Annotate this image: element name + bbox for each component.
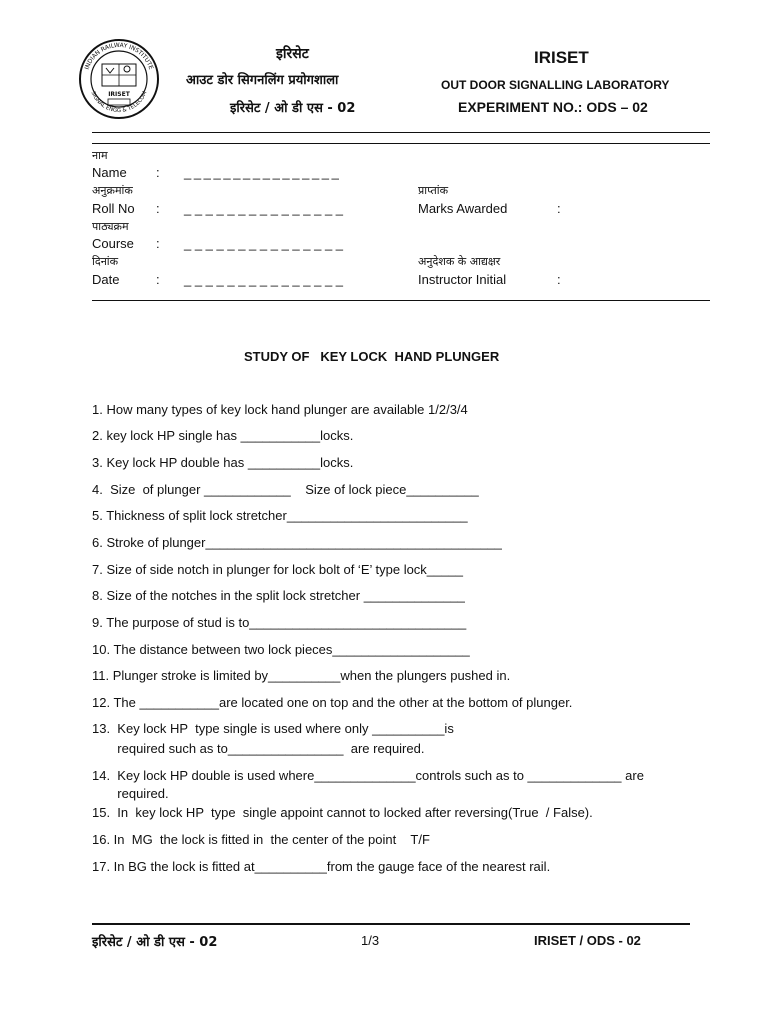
hindi-lab-name: आउट डोर सिगनलिंग प्रयोगशाला bbox=[186, 73, 339, 88]
question-2: 2. key lock HP single has ___________locks. bbox=[92, 428, 354, 443]
instructor-label: Instructor Initial bbox=[418, 272, 507, 287]
question-15: 15. In key lock HP type single appoint cannot to locked after reversing(True / False). bbox=[92, 805, 593, 820]
question-13-continued: required such as to________________ are required. bbox=[92, 741, 425, 756]
roll-blank[interactable]: _ _ _ _ _ _ _ _ _ _ _ _ _ _ _ bbox=[184, 201, 344, 216]
footer-rule bbox=[92, 923, 690, 925]
question-13: 13. Key lock HP type single is used where only __________is bbox=[92, 721, 454, 736]
hindi-doc-code: इरिसेट / ओ डी एस - 02 bbox=[230, 101, 356, 116]
experiment-number: EXPERIMENT NO.: ODS – 02 bbox=[458, 99, 648, 115]
question-14: 14. Key lock HP double is used where______________controls such as to _____________ are bbox=[92, 768, 644, 783]
course-label-hindi: पाठ्यक्रम bbox=[92, 220, 129, 233]
logo-top-text: INDIAN RAILWAY INSTITUTE bbox=[83, 41, 155, 71]
marks-colon: : bbox=[557, 201, 561, 216]
question-7: 7. Size of side notch in plunger for lock bolt of ‘E’ type lock_____ bbox=[92, 562, 463, 577]
question-3: 3. Key lock HP double has __________locks. bbox=[92, 455, 354, 470]
iriset-logo bbox=[78, 38, 160, 120]
footer-doc-code: IRISET / ODS - 02 bbox=[534, 933, 641, 948]
question-5: 5. Thickness of split lock stretcher_________________________ bbox=[92, 508, 468, 523]
name-colon: : bbox=[156, 165, 160, 180]
org-name: IRISET bbox=[534, 48, 589, 67]
question-9: 9. The purpose of stud is to______________________________ bbox=[92, 615, 467, 630]
marks-label: Marks Awarded bbox=[418, 201, 508, 216]
hindi-org-name: इरिसेट bbox=[276, 46, 309, 62]
roll-label-hindi: अनुक्रमांक bbox=[92, 184, 133, 197]
question-8: 8. Size of the notches in the split lock stretcher ______________ bbox=[92, 588, 465, 603]
marks-label-hindi: प्राप्तांक bbox=[418, 184, 449, 197]
date-label: Date bbox=[92, 272, 120, 287]
name-label-hindi: नाम bbox=[92, 149, 108, 162]
footer-page-number: 1/3 bbox=[361, 933, 380, 948]
question-11: 11. Plunger stroke is limited by__________when the plungers pushed in. bbox=[92, 668, 511, 683]
question-14-continued: required. bbox=[92, 786, 169, 801]
course-blank[interactable]: _ _ _ _ _ _ _ _ _ _ _ _ _ _ _ bbox=[184, 236, 344, 251]
roll-label: Roll No bbox=[92, 201, 135, 216]
page-title: STUDY OF KEY LOCK HAND PLUNGER bbox=[244, 349, 500, 364]
question-12: 12. The ___________are located one on top and the other at the bottom of plunger. bbox=[92, 695, 573, 710]
date-blank[interactable]: _ _ _ _ _ _ _ _ _ _ _ _ _ _ _ bbox=[184, 272, 344, 287]
header-rule-top bbox=[92, 132, 710, 133]
question-6: 6. Stroke of plunger_________________________________________ bbox=[92, 535, 502, 550]
question-17: 17. In BG the lock is fitted at__________from the gauge face of the nearest rail. bbox=[92, 859, 551, 874]
header-rule-bottom bbox=[92, 143, 710, 144]
logo-bottom-text: SIGNAL ENGG & TELECOM bbox=[89, 90, 149, 115]
name-blank[interactable]: _ _ _ _ _ _ _ _ _ _ _ _ _ _ _ _ bbox=[184, 165, 339, 180]
roll-colon: : bbox=[156, 201, 160, 216]
footer-hindi-code: इरिसेट / ओ डी एस - 02 bbox=[92, 935, 218, 950]
instructor-colon: : bbox=[557, 272, 561, 287]
instructor-label-hindi: अनुदेशक के आद्यक्षर bbox=[418, 255, 501, 268]
date-colon: : bbox=[156, 272, 160, 287]
name-label: Name bbox=[92, 165, 127, 180]
course-label: Course bbox=[92, 236, 134, 251]
date-label-hindi: दिनांक bbox=[92, 255, 119, 268]
question-4: 4. Size of plunger ____________ Size of lock piece__________ bbox=[92, 482, 479, 497]
form-bottom-rule bbox=[92, 300, 710, 301]
question-16: 16. In MG the lock is fitted in the center of the point T/F bbox=[92, 832, 430, 847]
question-10: 10. The distance between two lock pieces___________________ bbox=[92, 642, 470, 657]
logo-center-text: IRISET bbox=[108, 91, 130, 98]
lab-name: OUT DOOR SIGNALLING LABORATORY bbox=[441, 78, 670, 92]
question-1: 1. How many types of key lock hand plunger are available 1/2/3/4 bbox=[92, 402, 468, 417]
iriset-seal-icon bbox=[78, 38, 160, 120]
course-colon: : bbox=[156, 236, 160, 251]
